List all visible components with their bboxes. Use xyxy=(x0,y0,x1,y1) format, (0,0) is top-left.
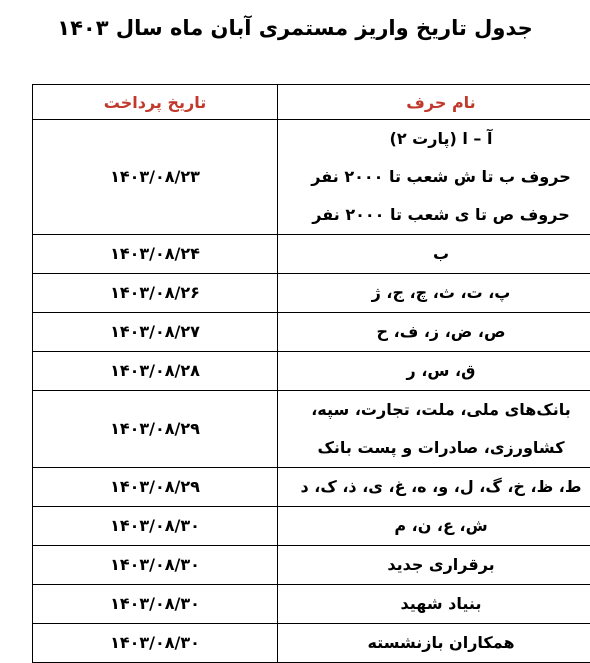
header-payment-date: تاریخ پرداخت xyxy=(33,85,278,120)
letters-line: حروف ب تا ش شعب تا ۲۰۰۰ نفر xyxy=(288,158,590,196)
letters-line: پ، ت، ث، چ، ج، ژ xyxy=(288,274,590,312)
table-row xyxy=(33,235,590,274)
letters-line: بنیاد شهید xyxy=(288,585,590,623)
table-row xyxy=(33,313,590,352)
table-row xyxy=(33,274,590,313)
table-body xyxy=(33,120,590,663)
payment-date-cell: ۱۴۰۳/۰۸/۳۰ xyxy=(33,624,278,663)
payment-date-cell: ۱۴۰۳/۰۸/۲۹ xyxy=(33,391,278,468)
table-row xyxy=(33,585,590,624)
table-header xyxy=(33,85,590,120)
table-row xyxy=(33,546,590,585)
payment-date-cell: ۱۴۰۳/۰۸/۳۰ xyxy=(33,585,278,624)
letters-line: ص، ض، ز، ف، ح xyxy=(288,313,590,351)
letters-line: حروف ص تا ی شعب تا ۲۰۰۰ نفر xyxy=(288,196,590,234)
letters-cell xyxy=(278,507,590,546)
header-letters: نام حرف xyxy=(278,85,590,120)
payment-date-cell: ۱۴۰۳/۰۸/۲۴ xyxy=(33,235,278,274)
letters-cell xyxy=(278,546,590,585)
letters-cell xyxy=(278,120,590,235)
payment-date-cell: ۱۴۰۳/۰۸/۳۰ xyxy=(33,507,278,546)
letters-line: کشاورزی، صادرات و پست بانک xyxy=(288,429,590,467)
payment-date-cell: ۱۴۰۳/۰۸/۳۰ xyxy=(33,546,278,585)
letters-cell xyxy=(278,624,590,663)
letters-cell xyxy=(278,352,590,391)
payment-schedule-table xyxy=(32,84,590,663)
letters-line: آ – ا (پارت ۲) xyxy=(288,120,590,158)
letters-cell xyxy=(278,235,590,274)
table-row xyxy=(33,391,590,468)
letters-line: بانک‌های ملی، ملت، تجارت، سپه، xyxy=(288,391,590,429)
payment-date-cell: ۱۴۰۳/۰۸/۲۹ xyxy=(33,468,278,507)
table-row xyxy=(33,468,590,507)
table-row xyxy=(33,352,590,391)
letters-cell xyxy=(278,274,590,313)
letters-line: ب xyxy=(288,235,590,273)
letters-line: برقراری جدید xyxy=(288,546,590,584)
letters-line: ش، ع، ن، م xyxy=(288,507,590,545)
letters-cell xyxy=(278,585,590,624)
payment-date-cell: ۱۴۰۳/۰۸/۲۶ xyxy=(33,274,278,313)
letters-line: همکاران بازنشسته xyxy=(288,624,590,662)
letters-cell xyxy=(278,468,590,507)
letters-line: ط، ظ، خ، گ، ل، و، ه، غ، ی، ذ، ک، د xyxy=(288,468,590,506)
letters-line: ق، س، ر xyxy=(288,352,590,390)
payment-date-cell: ۱۴۰۳/۰۸/۲۸ xyxy=(33,352,278,391)
table-row xyxy=(33,507,590,546)
page-title: جدول تاریخ واریز مستمری آبان ماه سال ۱۴۰۳ xyxy=(0,14,590,42)
payment-date-cell: ۱۴۰۳/۰۸/۲۷ xyxy=(33,313,278,352)
payment-date-cell: ۱۴۰۳/۰۸/۲۳ xyxy=(33,120,278,235)
letters-cell xyxy=(278,391,590,468)
table-row xyxy=(33,624,590,663)
letters-cell xyxy=(278,313,590,352)
table-row xyxy=(33,120,590,235)
header-row xyxy=(33,85,590,120)
